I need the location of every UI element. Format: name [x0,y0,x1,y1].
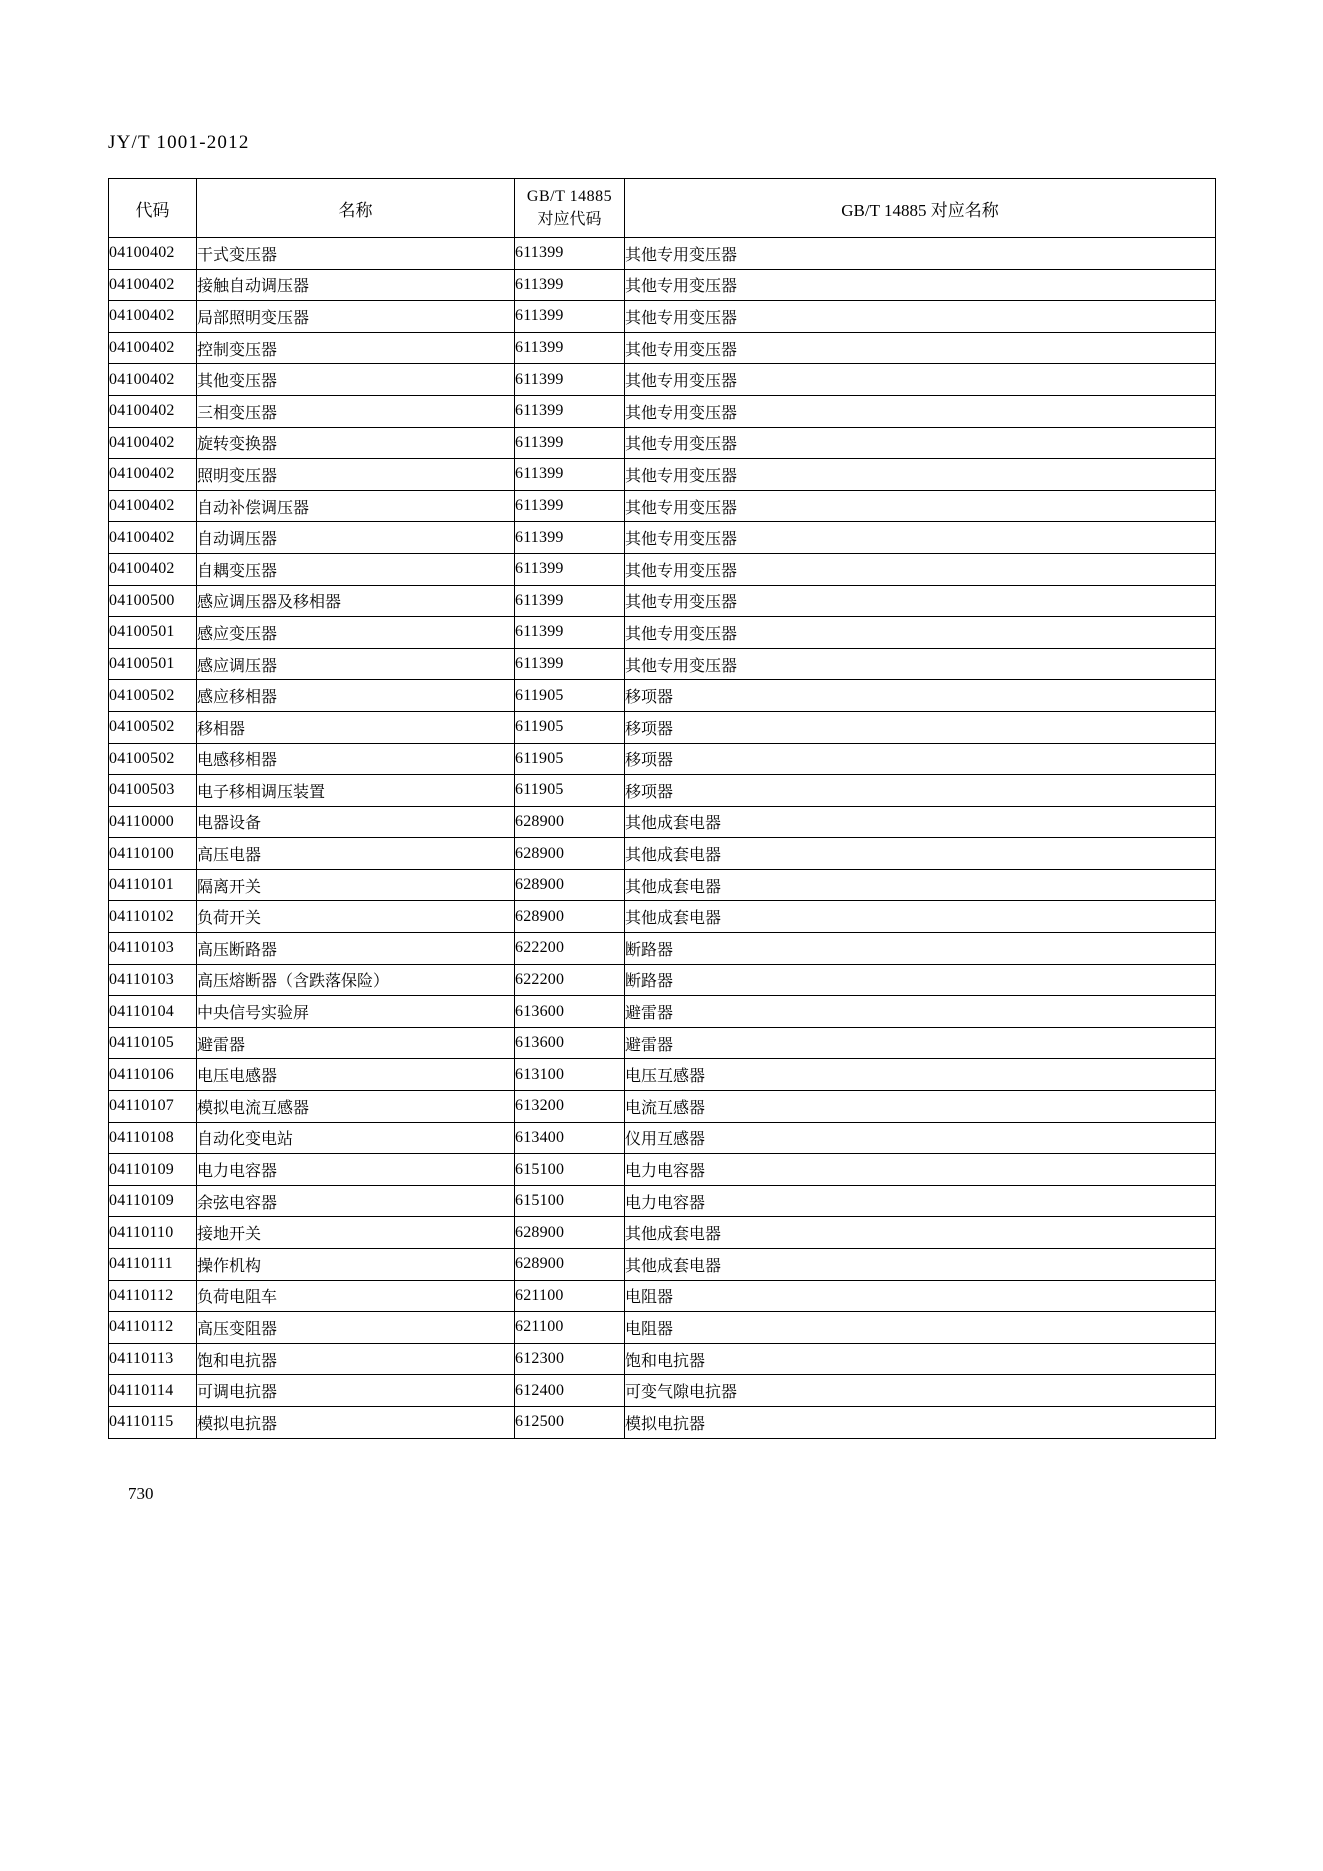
table-row [109,1122,1216,1154]
table-row [109,680,1216,712]
cell-gb-name: 仪用互感器 [625,1122,1216,1154]
table-row [109,775,1216,807]
cell-gb-name: 其他专用变压器 [625,522,1216,554]
cell-gb-name: 其他专用变压器 [625,427,1216,459]
cell-name: 操作机构 [197,1249,515,1281]
cell-code: 04110107 [109,1091,197,1123]
table-row [109,1154,1216,1186]
table-header-row [109,179,1216,238]
cell-gb-code: 611399 [515,332,625,364]
cell-code: 04110100 [109,838,197,870]
cell-gb-name: 电力电容器 [625,1185,1216,1217]
table-row [109,1059,1216,1091]
cell-name: 三相变压器 [197,395,515,427]
cell-gb-name: 移项器 [625,680,1216,712]
cell-gb-code: 628900 [515,901,625,933]
cell-code: 04110000 [109,806,197,838]
cell-gb-name: 模拟电抗器 [625,1406,1216,1438]
table-row [109,901,1216,933]
table-row [109,364,1216,396]
cell-gb-name: 其他成套电器 [625,1217,1216,1249]
cell-code: 04100402 [109,301,197,333]
cell-gb-code: 628900 [515,1249,625,1281]
cell-gb-name: 饱和电抗器 [625,1343,1216,1375]
cell-gb-name: 其他专用变压器 [625,585,1216,617]
cell-gb-name: 其他成套电器 [625,901,1216,933]
table-row [109,553,1216,585]
cell-code: 04100502 [109,711,197,743]
cell-gb-name: 避雷器 [625,996,1216,1028]
cell-gb-name: 其他专用变压器 [625,617,1216,649]
cell-name: 电压电感器 [197,1059,515,1091]
cell-name: 旋转变换器 [197,427,515,459]
table-row [109,522,1216,554]
cell-gb-code: 613100 [515,1059,625,1091]
cell-name: 局部照明变压器 [197,301,515,333]
cell-name: 感应调压器及移相器 [197,585,515,617]
table-row [109,269,1216,301]
table-row [109,996,1216,1028]
column-header-name: 名称 [197,179,515,238]
cell-code: 04110102 [109,901,197,933]
cell-code: 04110106 [109,1059,197,1091]
cell-gb-code: 621100 [515,1312,625,1344]
column-header-gb-code-line1: GB/T 14885 [526,187,613,205]
cell-code: 04110108 [109,1122,197,1154]
cell-name: 模拟电抗器 [197,1406,515,1438]
cell-code: 04110103 [109,964,197,996]
cell-code: 04110111 [109,1249,197,1281]
cell-name: 自耦变压器 [197,553,515,585]
cell-gb-code: 611399 [515,459,625,491]
cell-name: 高压电器 [197,838,515,870]
cell-code: 04100500 [109,585,197,617]
cell-name: 负荷电阻车 [197,1280,515,1312]
cell-name: 控制变压器 [197,332,515,364]
cell-gb-code: 611399 [515,301,625,333]
cell-code: 04100501 [109,648,197,680]
cell-gb-code: 615100 [515,1185,625,1217]
cell-name: 移相器 [197,711,515,743]
cell-gb-name: 其他专用变压器 [625,238,1216,270]
table-row [109,964,1216,996]
column-header-gb-code [515,179,625,238]
cell-gb-code: 611399 [515,585,625,617]
cell-gb-name: 电流互感器 [625,1091,1216,1123]
cell-name: 接触自动调压器 [197,269,515,301]
cell-gb-name: 其他成套电器 [625,806,1216,838]
cell-gb-name: 移项器 [625,775,1216,807]
table-row [109,585,1216,617]
table-row [109,301,1216,333]
cell-code: 04100402 [109,395,197,427]
cell-gb-name: 其他专用变压器 [625,459,1216,491]
table-row [109,1280,1216,1312]
cell-gb-code: 611399 [515,522,625,554]
cell-gb-code: 611399 [515,395,625,427]
cell-name: 电子移相调压装置 [197,775,515,807]
cell-gb-code: 611399 [515,553,625,585]
table-row [109,238,1216,270]
cell-gb-name: 断路器 [625,964,1216,996]
cell-code: 04100503 [109,775,197,807]
cell-code: 04110114 [109,1375,197,1407]
cell-gb-code: 612500 [515,1406,625,1438]
cell-gb-code: 628900 [515,869,625,901]
cell-code: 04110113 [109,1343,197,1375]
cell-name: 电力电容器 [197,1154,515,1186]
table-row [109,395,1216,427]
cell-gb-code: 611905 [515,680,625,712]
cell-gb-name: 移项器 [625,743,1216,775]
cell-name: 接地开关 [197,1217,515,1249]
table-row [109,427,1216,459]
cell-code: 04100402 [109,553,197,585]
cell-code: 04110109 [109,1185,197,1217]
cell-gb-code: 615100 [515,1154,625,1186]
cell-name: 自动调压器 [197,522,515,554]
table-row [109,1375,1216,1407]
cell-name: 可调电抗器 [197,1375,515,1407]
cell-name: 中央信号实验屏 [197,996,515,1028]
column-header-gb-name: GB/T 14885 对应名称 [625,179,1216,238]
cell-gb-code: 611905 [515,743,625,775]
table-row [109,869,1216,901]
table-row [109,490,1216,522]
column-header-gb-code-line2: 对应代码 [537,211,602,228]
cell-name: 模拟电流互感器 [197,1091,515,1123]
cell-gb-code: 613200 [515,1091,625,1123]
cell-name: 其他变压器 [197,364,515,396]
cell-gb-name: 电阻器 [625,1280,1216,1312]
cell-gb-code: 611399 [515,238,625,270]
cell-name: 负荷开关 [197,901,515,933]
cell-gb-code: 611399 [515,364,625,396]
cell-gb-name: 其他专用变压器 [625,553,1216,585]
cell-gb-name: 电阻器 [625,1312,1216,1344]
cell-name: 自动补偿调压器 [197,490,515,522]
table-row [109,648,1216,680]
cell-gb-name: 其他成套电器 [625,838,1216,870]
cell-gb-name: 其他专用变压器 [625,648,1216,680]
cell-name: 感应移相器 [197,680,515,712]
column-header-code: 代码 [109,179,197,238]
cell-gb-code: 613600 [515,1027,625,1059]
cell-name: 电感移相器 [197,743,515,775]
cell-code: 04100402 [109,490,197,522]
cell-code: 04110104 [109,996,197,1028]
cell-code: 04100402 [109,459,197,491]
cell-gb-code: 611905 [515,711,625,743]
cell-gb-name: 其他成套电器 [625,869,1216,901]
table-body [109,238,1216,1439]
codes-table-container [108,178,1215,1439]
cell-gb-name: 可变气隙电抗器 [625,1375,1216,1407]
cell-gb-name: 移项器 [625,711,1216,743]
cell-code: 04100402 [109,522,197,554]
cell-code: 04110112 [109,1312,197,1344]
table-row [109,1027,1216,1059]
cell-gb-code: 612400 [515,1375,625,1407]
table-row [109,1343,1216,1375]
cell-code: 04110109 [109,1154,197,1186]
table-row [109,1217,1216,1249]
cell-gb-code: 612300 [515,1343,625,1375]
table-row [109,459,1216,491]
cell-name: 隔离开关 [197,869,515,901]
cell-gb-name: 其他专用变压器 [625,332,1216,364]
cell-gb-name: 其他专用变压器 [625,364,1216,396]
cell-gb-name: 避雷器 [625,1027,1216,1059]
cell-code: 04100402 [109,332,197,364]
table-row [109,838,1216,870]
table-row [109,1091,1216,1123]
cell-name: 照明变压器 [197,459,515,491]
cell-name: 余弦电容器 [197,1185,515,1217]
cell-code: 04110101 [109,869,197,901]
cell-gb-name: 断路器 [625,933,1216,965]
cell-name: 高压熔断器（含跌落保险） [197,964,515,996]
cell-gb-name: 其他专用变压器 [625,301,1216,333]
cell-gb-code: 611399 [515,269,625,301]
cell-gb-name: 其他专用变压器 [625,395,1216,427]
table-row [109,806,1216,838]
cell-gb-code: 622200 [515,964,625,996]
cell-name: 高压变阻器 [197,1312,515,1344]
cell-name: 感应调压器 [197,648,515,680]
table-row [109,711,1216,743]
cell-code: 04110110 [109,1217,197,1249]
table-row [109,743,1216,775]
cell-gb-name: 其他专用变压器 [625,490,1216,522]
cell-gb-name: 其他成套电器 [625,1249,1216,1281]
cell-gb-code: 611399 [515,427,625,459]
cell-name: 电器设备 [197,806,515,838]
page-number: 730 [128,1484,154,1503]
cell-code: 04100402 [109,364,197,396]
table-row [109,1312,1216,1344]
cell-code: 04100502 [109,680,197,712]
cell-gb-code: 611399 [515,490,625,522]
cell-gb-name: 其他专用变压器 [625,269,1216,301]
cell-name: 避雷器 [197,1027,515,1059]
table-header [109,179,1216,238]
cell-gb-code: 628900 [515,806,625,838]
cell-name: 干式变压器 [197,238,515,270]
cell-gb-name: 电力电容器 [625,1154,1216,1186]
cell-name: 高压断路器 [197,933,515,965]
cell-code: 04110112 [109,1280,197,1312]
cell-gb-code: 622200 [515,933,625,965]
table-row [109,617,1216,649]
cell-name: 饱和电抗器 [197,1343,515,1375]
cell-code: 04110115 [109,1406,197,1438]
cell-gb-code: 628900 [515,1217,625,1249]
cell-name: 自动化变电站 [197,1122,515,1154]
table-row [109,1185,1216,1217]
cell-code: 04100402 [109,427,197,459]
table-row [109,1249,1216,1281]
cell-code: 04110105 [109,1027,197,1059]
cell-code: 04110103 [109,933,197,965]
cell-gb-code: 611399 [515,648,625,680]
cell-gb-code: 628900 [515,838,625,870]
cell-code: 04100402 [109,269,197,301]
cell-gb-code: 613600 [515,996,625,1028]
codes-table [108,178,1216,1439]
cell-gb-code: 613400 [515,1122,625,1154]
cell-gb-code: 611399 [515,617,625,649]
cell-gb-code: 611905 [515,775,625,807]
page-header: JY/T 1001-2012 [108,132,250,153]
table-row [109,1406,1216,1438]
table-row [109,332,1216,364]
cell-code: 04100501 [109,617,197,649]
table-row [109,933,1216,965]
cell-code: 04100502 [109,743,197,775]
cell-code: 04100402 [109,238,197,270]
cell-gb-name: 电压互感器 [625,1059,1216,1091]
cell-name: 感应变压器 [197,617,515,649]
cell-gb-code: 621100 [515,1280,625,1312]
